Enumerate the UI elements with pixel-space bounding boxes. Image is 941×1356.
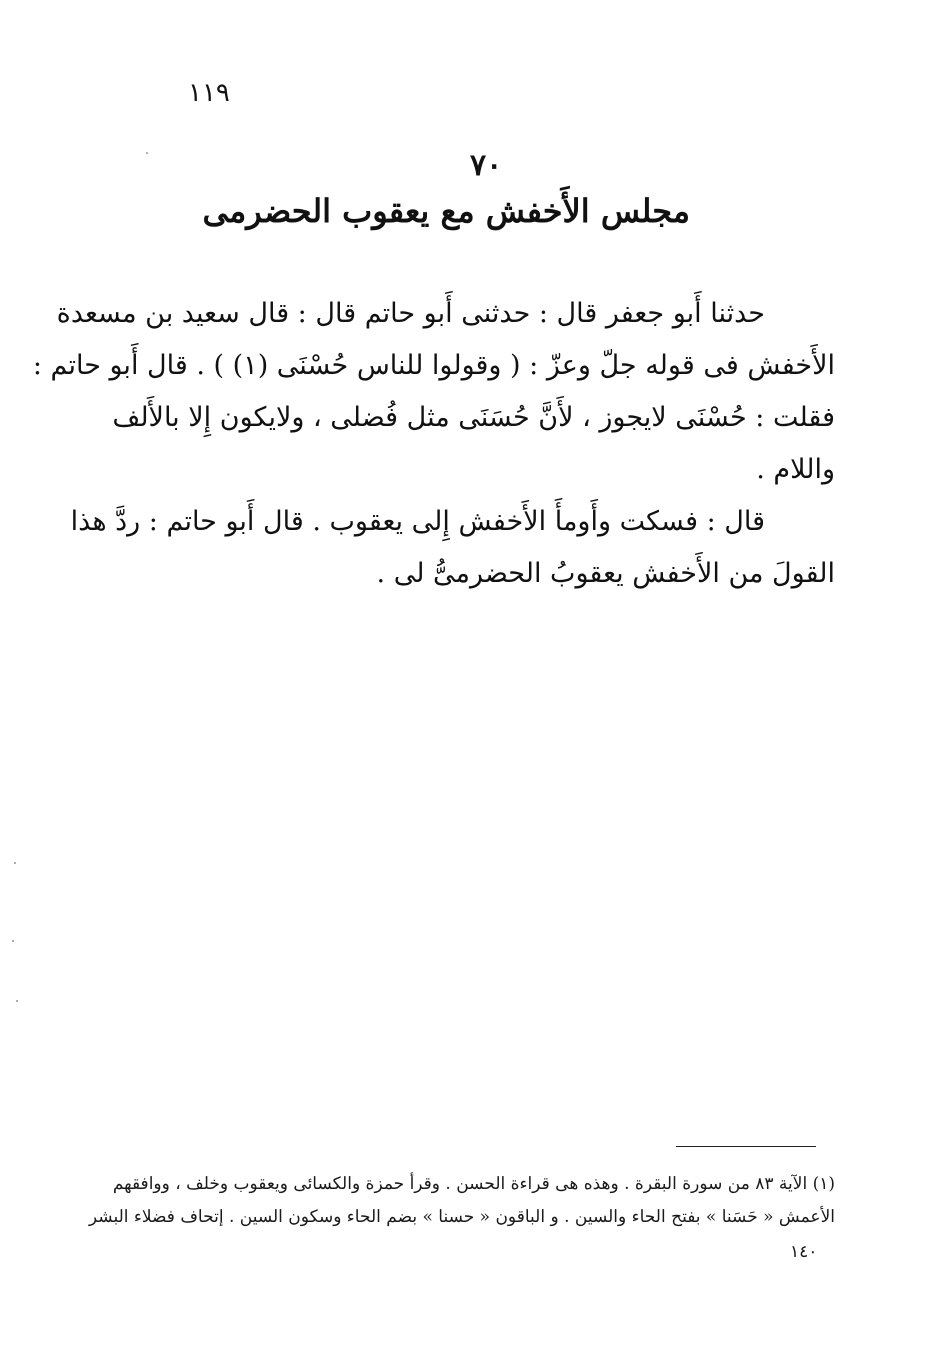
footnote-page-reference: ١٤٠ [790,1242,818,1262]
paragraph-2 [70,496,835,600]
footnote-line-1: (١) الآية ٨٣ من سورة البقرة . وهذه هى قراءة الحسن . وقرأ حمزة والكسائى ويعقوب وخلف ، ووافقهم [112,1174,835,1194]
paragraph-2-line-1: قال : فسكت وأَومأَ الأَخفش إِلى يعقوب . قال أَبو حاتم : ردَّ هذا [70,506,765,537]
scan-speck [16,1000,18,1002]
paragraph-1-line-2: الأَخفش فى قوله جلّ وعزّ : ( وقولوا للناس حُسْنَى (١) ) . قال أَبو حاتم : [32,350,835,381]
paragraph-1-line-3: فقلت : حُسْنَى لايجوز ، لأَنَّ حُسَنَى مثل فُضلى ، ولايكون إِلا بالأَلف [112,402,835,433]
paragraph-2-line-2: القولَ من الأَخفش يعقوبُ الحضرمىُّ لى . [376,558,835,589]
footnote-line-2: الأعمش « حَسَنا » بفتح الحاء والسين . و الباقون « حسنا » بضم الحاء وسكون السين . إتحاف فضلاء البشر [88,1207,835,1227]
scan-speck [12,940,14,942]
page-number: ١١٩ [188,78,230,108]
chapter-title: مجلس الأَخفش مع يعقوب الحضرمى [202,192,690,230]
paragraph-1-line-4: واللام . [756,454,835,485]
footnote-divider [676,1146,816,1147]
scan-speck [146,152,148,154]
paragraph-1 [32,288,835,496]
chapter-number: ٧٠ [470,148,503,183]
paragraph-1-line-1: حدثنا أَبو جعفر قال : حدثنى أَبو حاتم قال : قال سعيد بن مسعدة [56,298,765,329]
scan-speck [14,862,16,864]
footnote [88,1168,835,1234]
